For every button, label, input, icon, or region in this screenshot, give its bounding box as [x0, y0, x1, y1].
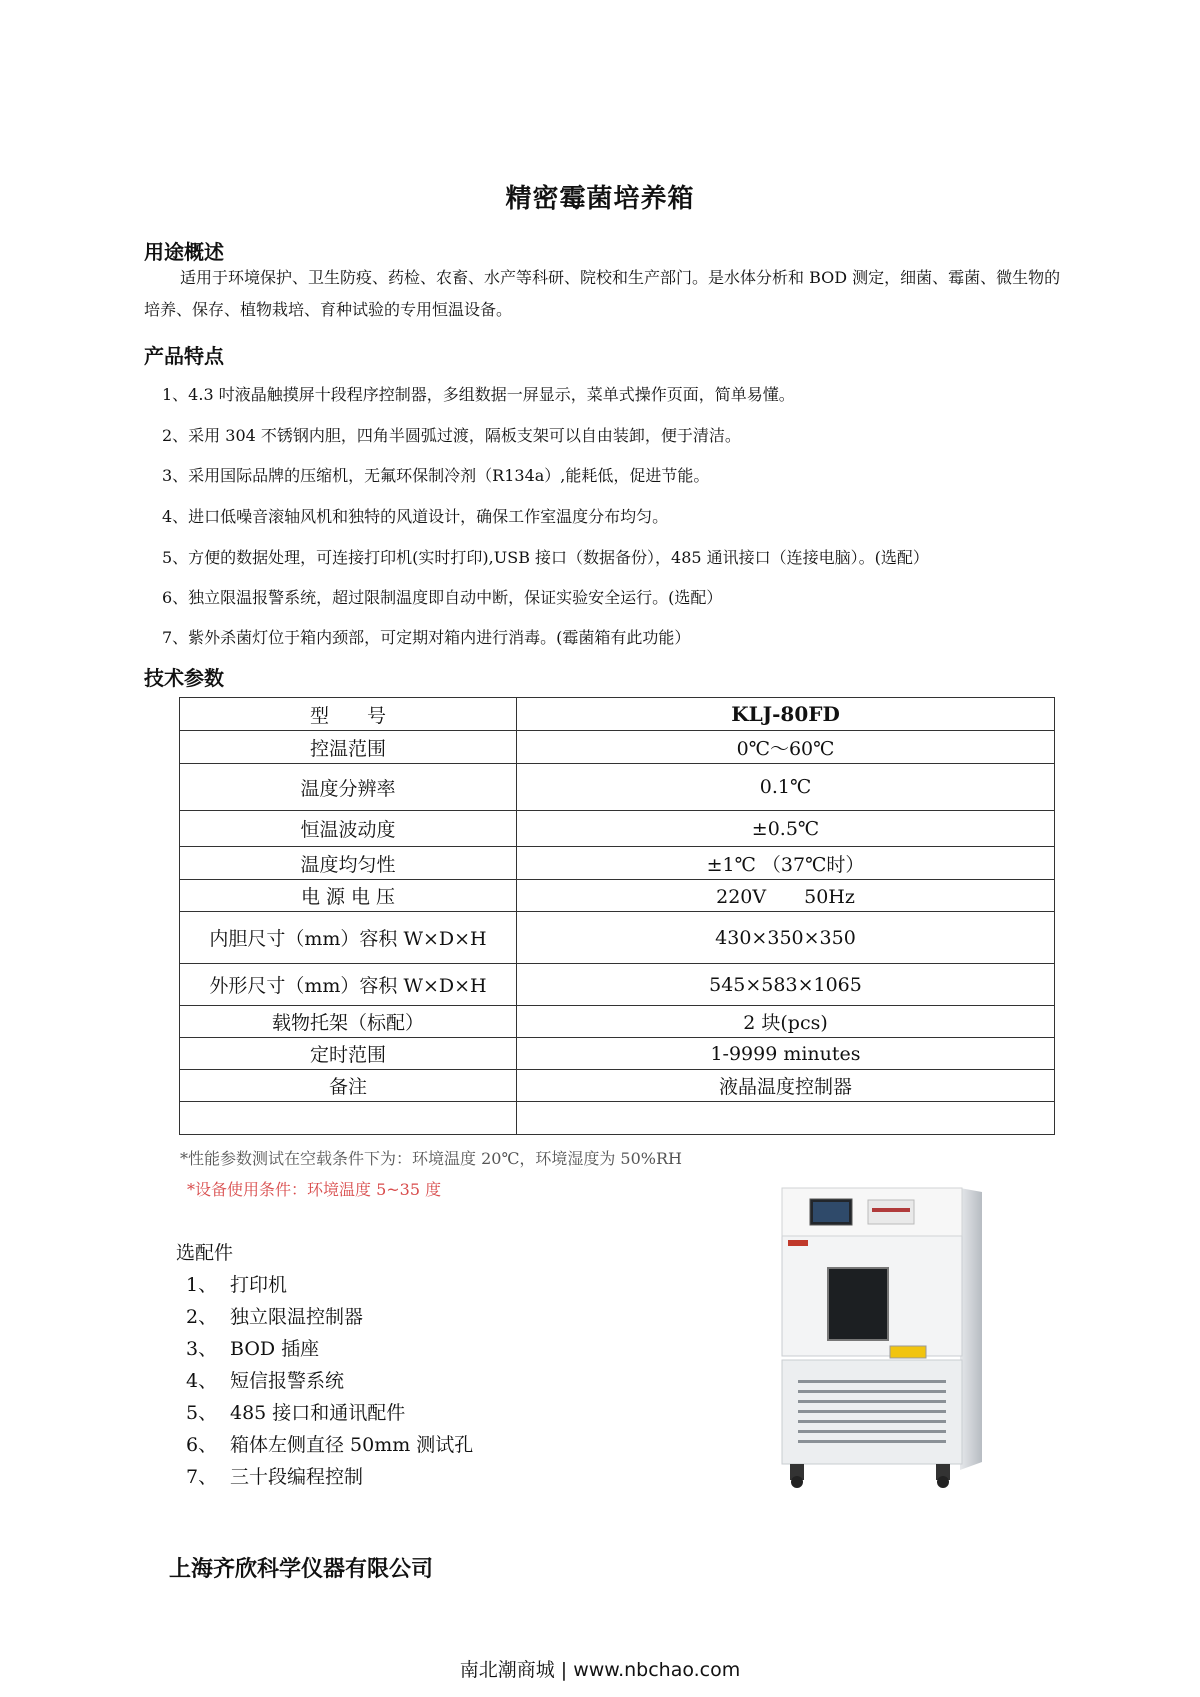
- spec-row: [180, 912, 1055, 964]
- spec-key: 定时范围: [180, 1038, 517, 1070]
- page-title: 精密霉菌培养箱: [505, 184, 695, 214]
- spec-value: 0.1℃: [517, 764, 1055, 811]
- usage-text: 适用于环境保护、卫生防疫、药检、农畜、水产等科研、院校和生产部门。是水体分析和 BOD 测定，细菌、霉菌、微生物的培养、保存、植物栽培、育种试验的专用恒温设备。: [144, 268, 1061, 319]
- usage-paragraph: [144, 262, 1064, 326]
- spec-row: [180, 1070, 1055, 1102]
- spec-key: [180, 1102, 517, 1135]
- spec-row: [180, 764, 1055, 811]
- accessory-item: [186, 1366, 344, 1393]
- section-features-heading: 产品特点: [144, 344, 224, 368]
- accessory-text: 独立限温控制器: [230, 1306, 364, 1328]
- accessory-item: [186, 1430, 473, 1457]
- spec-key: 备注: [180, 1070, 517, 1102]
- feature-item: 5、方便的数据处理，可连接打印机(实时打印),USB 接口（数据备份），485 通讯接口（连接电脑）。(选配）: [162, 548, 929, 567]
- accessory-text: 485 接口和通讯配件: [230, 1402, 406, 1424]
- spec-key: 外形尺寸（mm）容积 W×D×H: [180, 964, 517, 1006]
- spec-row: [180, 1038, 1055, 1070]
- spec-value: 1-9999 minutes: [517, 1038, 1055, 1070]
- spec-key: 内胆尺寸（mm）容积 W×D×H: [180, 912, 517, 964]
- company-name: 上海齐欣科学仪器有限公司: [169, 1557, 434, 1582]
- spec-key: 型 号: [180, 698, 517, 731]
- incubator-product-image: [760, 1170, 996, 1500]
- accessory-item: [186, 1270, 287, 1297]
- spec-value: 220V 50Hz: [517, 880, 1055, 912]
- spec-value: 545×583×1065: [517, 964, 1055, 1006]
- accessory-text: 箱体左侧直径 50mm 测试孔: [230, 1434, 474, 1456]
- spec-key: 载物托架（标配）: [180, 1006, 517, 1038]
- spec-key: 电 源 电 压: [180, 880, 517, 912]
- accessory-number: 1、: [186, 1274, 218, 1296]
- spec-key: 恒温波动度: [180, 811, 517, 847]
- spec-value: 2 块(pcs): [517, 1006, 1055, 1038]
- accessory-item: [186, 1334, 319, 1361]
- spec-row: [180, 1006, 1055, 1038]
- accessory-text: 三十段编程控制: [230, 1466, 364, 1488]
- spec-row: [180, 1102, 1055, 1135]
- spec-value: 液晶温度控制器: [517, 1070, 1055, 1102]
- spec-row: [180, 964, 1055, 1006]
- spec-value: ±0.5℃: [517, 811, 1055, 847]
- section-specs-heading: 技术参数: [144, 666, 224, 690]
- accessory-number: 6、: [186, 1434, 218, 1456]
- spec-key: 温度均匀性: [180, 847, 517, 880]
- section-usage-heading: 用途概述: [144, 240, 224, 264]
- spec-row: [180, 698, 1055, 731]
- spec-value: [517, 1102, 1055, 1135]
- accessory-number: 3、: [186, 1338, 218, 1360]
- spec-row: [180, 847, 1055, 880]
- spec-row: [180, 811, 1055, 847]
- feature-item: 7、紫外杀菌灯位于箱内颈部，可定期对箱内进行消毒。(霉菌箱有此功能）: [162, 628, 691, 647]
- accessory-text: 短信报警系统: [230, 1370, 345, 1392]
- test-condition-note: *性能参数测试在空载条件下为：环境温度 20℃，环境湿度为 50%RH: [180, 1149, 682, 1168]
- spec-row: [180, 731, 1055, 764]
- accessory-text: BOD 插座: [230, 1338, 320, 1360]
- spec-key: 温度分辨率: [180, 764, 517, 811]
- spec-table: [179, 697, 1055, 1135]
- accessory-number: 7、: [186, 1466, 218, 1488]
- accessory-item: [186, 1398, 405, 1425]
- feature-item: 4、进口低噪音滚轴风机和独特的风道设计，确保工作室温度分布均匀。: [162, 507, 669, 526]
- use-condition-note: *设备使用条件：环境温度 5~35 度: [187, 1180, 442, 1199]
- spec-row: [180, 880, 1055, 912]
- accessories-heading: 选配件: [176, 1242, 234, 1264]
- feature-item: 1、4.3 吋液晶触摸屏十段程序控制器，多组数据一屏显示，菜单式操作页面，简单易懂。: [162, 385, 795, 404]
- accessory-item: [186, 1302, 363, 1329]
- spec-value: 0℃～60℃: [517, 731, 1055, 764]
- spec-key: 控温范围: [180, 731, 517, 764]
- footer-link[interactable]: 南北潮商城 | www.nbchao.com: [459, 1659, 741, 1681]
- feature-item: 2、采用 304 不锈钢内胆，四角半圆弧过渡，隔板支架可以自由装卸，便于清洁。: [162, 426, 741, 445]
- feature-item: 6、独立限温报警系统，超过限制温度即自动中断，保证实验安全运行。(选配）: [162, 588, 723, 607]
- spec-value: KLJ-80FD: [517, 698, 1055, 731]
- spec-value: ±1℃ （37℃时）: [517, 847, 1055, 880]
- accessory-item: [186, 1462, 363, 1489]
- accessory-number: 5、: [186, 1402, 218, 1424]
- spec-value: 430×350×350: [517, 912, 1055, 964]
- accessory-number: 4、: [186, 1370, 218, 1392]
- feature-item: 3、采用国际品牌的压缩机，无氟环保制冷剂（R134a）,能耗低，促进节能。: [162, 466, 710, 485]
- accessory-text: 打印机: [230, 1274, 288, 1296]
- accessory-number: 2、: [186, 1306, 218, 1328]
